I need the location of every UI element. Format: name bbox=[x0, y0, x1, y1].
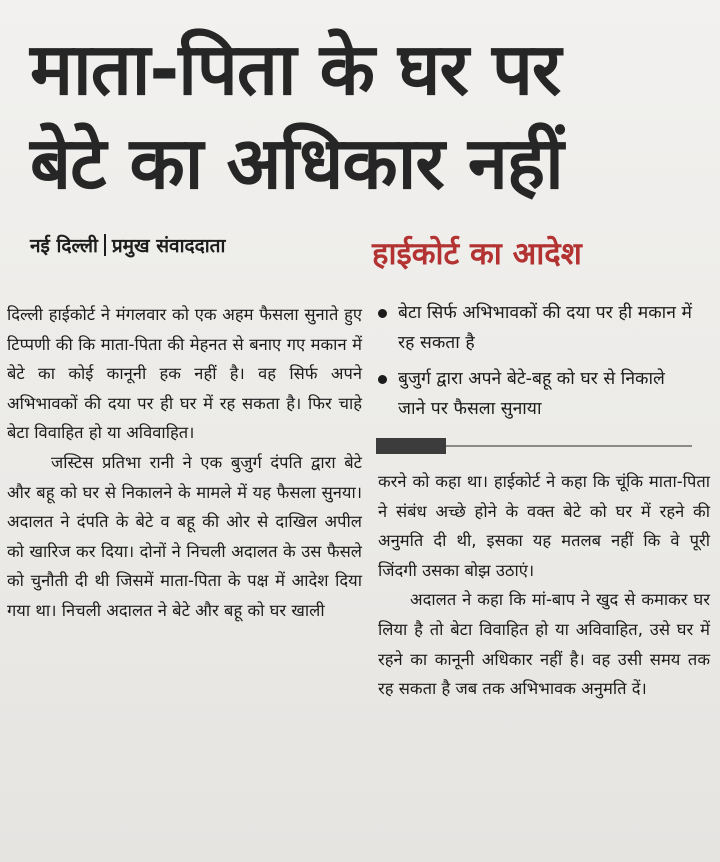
section-divider bbox=[376, 436, 692, 456]
article-paragraph: दिल्ली हाईकोर्ट ने मंगलवार को एक अहम फैसला सुनाते हुए टिप्पणी की कि माता-पिता की मेहनत से बनाए गए मकान में बेटे का कोई कानूनी हक नहीं है। वह सिर्फ अपने अभिभावकों की दया पर ही घर में रह सकता है। फिर चाहे बेटा विवाहित हो या अविवाहित। bbox=[7, 305, 362, 443]
article-column-left bbox=[7, 300, 362, 626]
byline-separator bbox=[104, 234, 106, 256]
highlight-text: बुजुर्ग द्वारा अपने बेटे-बहू को घर से निकाले जाने पर फैसला सुनाया bbox=[398, 369, 665, 419]
highlights-list bbox=[376, 298, 696, 424]
headline-line-2: बेटे का अधिकार नहीं bbox=[30, 121, 563, 205]
bullet-icon bbox=[378, 309, 387, 318]
highlight-item bbox=[376, 298, 696, 358]
article-paragraph: जस्टिस प्रतिभा रानी ने एक बुजुर्ग दंपति द्वारा बेटे और बहू को घर से निकालने के मामले में यह फैसला सुनया। अदालत ने दंपति के बेटे व बहू की ओर से दाखिल अपील को खारिज कर दिया। दोनों ने निचली अदालत के उस फैसले को चुनौती दी थी जिसमें माता-पिता के पक्ष में आदेश दिया गया था। निचली अदालत ने बेटे और बहू को घर खाली bbox=[7, 452, 362, 620]
headline-line-1: माता-पिता के घर पर bbox=[30, 27, 561, 111]
byline bbox=[30, 232, 225, 258]
article-column-right bbox=[378, 467, 710, 704]
article-paragraph: अदालत ने कहा कि मां-बाप ने खुद से कमाकर घर लिया है तो बेटा विवाहित हो या अविवाहित, उसे घर में रहने का कानूनी अधिकार नहीं है। वह उसी समय तक रह सकता है जब तक अभिभावक अनुमति दें। bbox=[378, 590, 710, 699]
article-paragraph: करने को कहा था। हाईकोर्ट ने कहा कि चूंकि माता-पिता ने संबंध अच्छे होने के वक्त बेटे को घर में रहने की अनुमति दी थी, इसका यह मतलब नहीं कि वे पूरी जिंदगी उसका बोझ उठाएं। bbox=[378, 472, 710, 580]
divider-rule bbox=[446, 445, 692, 447]
highlight-text: बेटा सिर्फ अभिभावकों की दया पर ही मकान में रह सकता है bbox=[398, 303, 692, 353]
divider-bar bbox=[376, 438, 446, 454]
highlight-item bbox=[376, 364, 696, 424]
headline bbox=[30, 22, 690, 210]
bullet-icon bbox=[378, 375, 387, 384]
subhead: हाईकोर्ट का आदेश bbox=[372, 236, 582, 272]
highlights-box bbox=[376, 298, 696, 430]
byline-reporter: प्रमुख संवाददाता bbox=[111, 235, 226, 257]
byline-place: नई दिल्ली bbox=[30, 235, 98, 257]
